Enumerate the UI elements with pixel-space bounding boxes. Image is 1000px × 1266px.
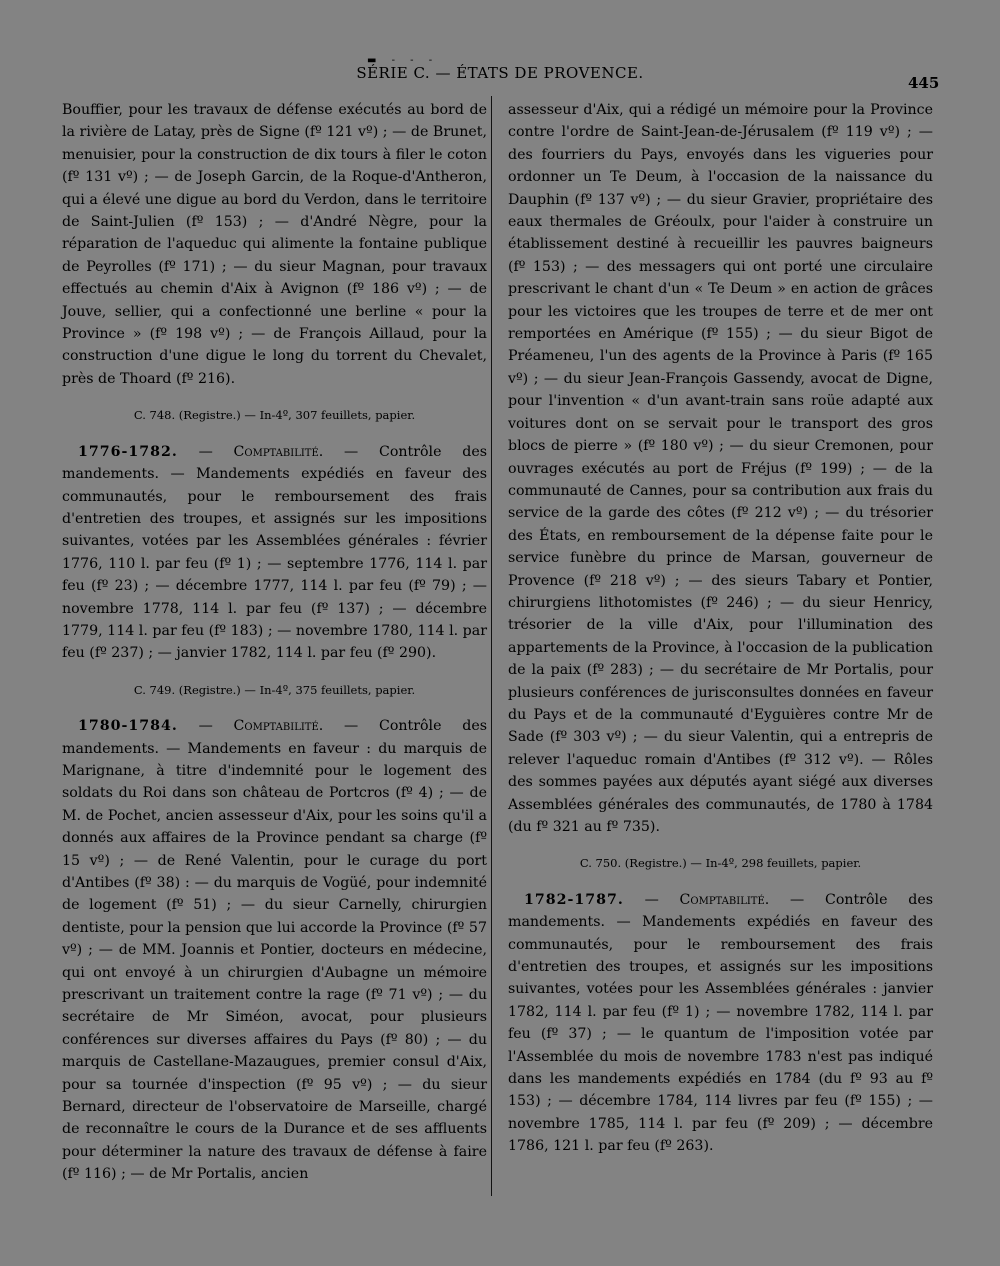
left-column: [62, 99, 487, 1186]
continued-paragraph: Bouffier, pour les travaux de défense exécutés au bord de la rivière de Latay, près de Signe (fº 121 vº) ; — de Brunet, menuisier, pour la construction de dix tours à filer le coton (fº 131 vº) ; — de Joseph Garcin, de la Roque-d'Antheron, qui a élevé une digue au bord du Verdon, dans le territoire de Saint-Julien (fº 153) ; — d'André Nègre, pour la réparation de l'aqueduc qui alimente la fontaine publique de Peyrolles (fº 171) ; — du sieur Magnan, pour travaux effectués au chemin d'Aix à Avignon (fº 186 vº) ; — de Jouve, sellier, qui a confectionné une berline « pour la Province » (fº 198 vº) ; — de François Aillaud, pour la construction d'une digue le long du torrent du Chevalet, près de Thoard (fº 216).: [62, 102, 487, 387]
entry-years: 1782-1787.: [524, 891, 624, 908]
page-number: 445: [908, 74, 940, 92]
entry-text: — Contrôle des mandements. — Mandements expédiés en faveur des communautés, pour le remboursement des frais d'entretien des troupes, et assignés sur les impositions suivantes, votées par les Assemblées générales : février 1776, 110 l. par feu (fº 1) ; — septembre 1776, 114 l. par feu (fº 23) ; — décembre 1777, 114 l. par feu (fº 79) ; — novembre 1778, 114 l. par feu (fº 137) ; — décembre 1779, 114 l. par feu (fº 183) ; — novembre 1780, 114 l. par feu (fº 237) ; — janvier 1782, 114 l. par feu (fº 290).: [62, 443, 487, 662]
entry-rubric: — Comptabilité.: [644, 891, 770, 908]
cote-c750: C. 750. (Registre.) — In-4º, 298 feuillets, papier.: [579, 856, 862, 871]
cote-c748: C. 748. (Registre.) — In-4º, 307 feuillets, papier.: [133, 408, 416, 423]
entry-rubric: — Comptabilité.: [198, 718, 324, 735]
entry-rubric: — Comptabilité.: [198, 443, 324, 460]
entry-c750: [508, 889, 933, 1158]
header-ornament: ▬ ‑ ‑ ‑: [367, 55, 439, 66]
entry-years: 1780-1784.: [78, 718, 178, 735]
continued-paragraph: assesseur d'Aix, qui a rédigé un mémoire pour la Province contre l'ordre de Saint-Jean-de-Jérusalem (fº 119 vº) ; — des fourriers du Pays, envoyés dans les vigueries pour ordonner un Te Deum, à l'occasion de la naissance du Dauphin (fº 137 vº) ; — du sieur Gravier, propriétaire des eaux thermales de Gréoulx, pour l'aider à construire un établissement destiné à recueillir les pauvres baigneurs (fº 153) ; — des messagers qui ont porté une circulaire prescrivant le chant d'un « Te Deum » en action de grâces pour les victoires que les troupes de terre et de mer ont remportées en Amérique (fº 155) ; — du sieur Bigot de Préameneu, l'un des agents de la Province à Paris (fº 165 vº) ; — du sieur Jean-François Gassendy, avocat de Digne, pour l'invention « d'un avant-train sans roüe adapté aux voitures dont on se servait pour le transport des gros blocs de pierre » (fº 180 vº) ; — du sieur Cremonen, pour ouvrages exécutés au port de Fréjus (fº 199) ; — de la communauté de Cannes, pour sa contribution aux frais du service de la garde des côtes (fº 212 vº) ; — du trésorier des États, en remboursement de la dépense faite pour le service funèbre du prince de Marsan, gouverneur de Provence (fº 218 vº) ; — des sieurs Tabary et Pontier, chirurgiens lithotomistes (fº 246) ; — du sieur Henricy, trésorier de la ville d'Aix, pour l'illumination des appartements de la Province, à l'occasion de la publication de la paix (fº 283) ; — du secrétaire de Mr Portalis, pour plusieurs conférences de jurisconsultes données en faveur du Pays et de la communauté d'Eyguières contre Mr de Sade (fº 303 vº) ; — du sieur Valentin, qui a entrepris de relever l'aqueduc romain d'Antibes (fº 312 vº). — Rôles des sommes payées aux députés ayant siégé aux diverses Assemblées générales des communautés, de 1780 à 1784 (du fº 321 au fº 735).: [508, 102, 933, 835]
entry-years: 1776-1782.: [78, 443, 178, 460]
right-column: [508, 99, 933, 1158]
entry-c748: [62, 441, 487, 665]
entry-text: — Contrôle des mandements. — Mandements expédiés en faveur des communautés, pour le remboursement des frais d'entretien des troupes, et assignés sur les impositions suivantes, votées pour les Assemblées générales : janvier 1782, 114 l. par feu (fº 1) ; — novembre 1782, 114 l. par feu (fº 37) ; — le quantum de l'imposition votée par l'Assemblée du mois de novembre 1783 n'est pas indiqué dans les mandements expédiés en 1784 (du fº 93 au fº 153) ; — décembre 1784, 114 livres par feu (fº 155) ; — novembre 1785, 114 l. par feu (fº 209) ; — décembre 1786, 121 l. par feu (fº 263).: [508, 891, 933, 1155]
entry-text: — Contrôle des mandements. — Mandements en faveur : du marquis de Marignane, à titre d'indemnité pour le logement des soldats du Roi dans son château de Portcros (fº 4) ; — de M. de Pochet, ancien assesseur d'Aix, pour les soins qu'il a donnés aux affaires de la Province pendant sa charge (fº 15 vº) ; — de René Valentin, pour le curage du port d'Antibes (fº 38) : — du marquis de Vogüé, pour indemnité de logement (fº 51) ; — du sieur Carnelly, chirurgien dentiste, pour la pension que lui accorde la Province (fº 57 vº) ; — de MM. Joannis et Pontier, docteurs en médecine, qui ont envoyé à un chirurgien d'Aubagne un mémoire prescrivant un traitement contre la rage (fº 71 vº) ; — du secrétaire de Mr Siméon, avocat, pour plusieurs conférences sur diverses affaires du Pays (fº 80) ; — du marquis de Castellane-Mazaugues, premier consul d'Aix, pour sa tournée d'inspection (fº 95 vº) ; — du sieur Bernard, directeur de l'observatoire de Marseille, chargé de reconnaître le cours de la Durance et de ses affluents pour déterminer la nature des travaux de défense à faire (fº 116) ; — de Mr Portalis, ancien: [62, 718, 487, 1183]
running-title: SÉRIE C. — ÉTATS DE PROVENCE.: [356, 64, 644, 82]
cote-c749: C. 749. (Registre.) — In-4º, 375 feuillets, papier.: [133, 682, 416, 697]
entry-c749: [62, 715, 487, 1186]
column-divider: [491, 96, 492, 1196]
